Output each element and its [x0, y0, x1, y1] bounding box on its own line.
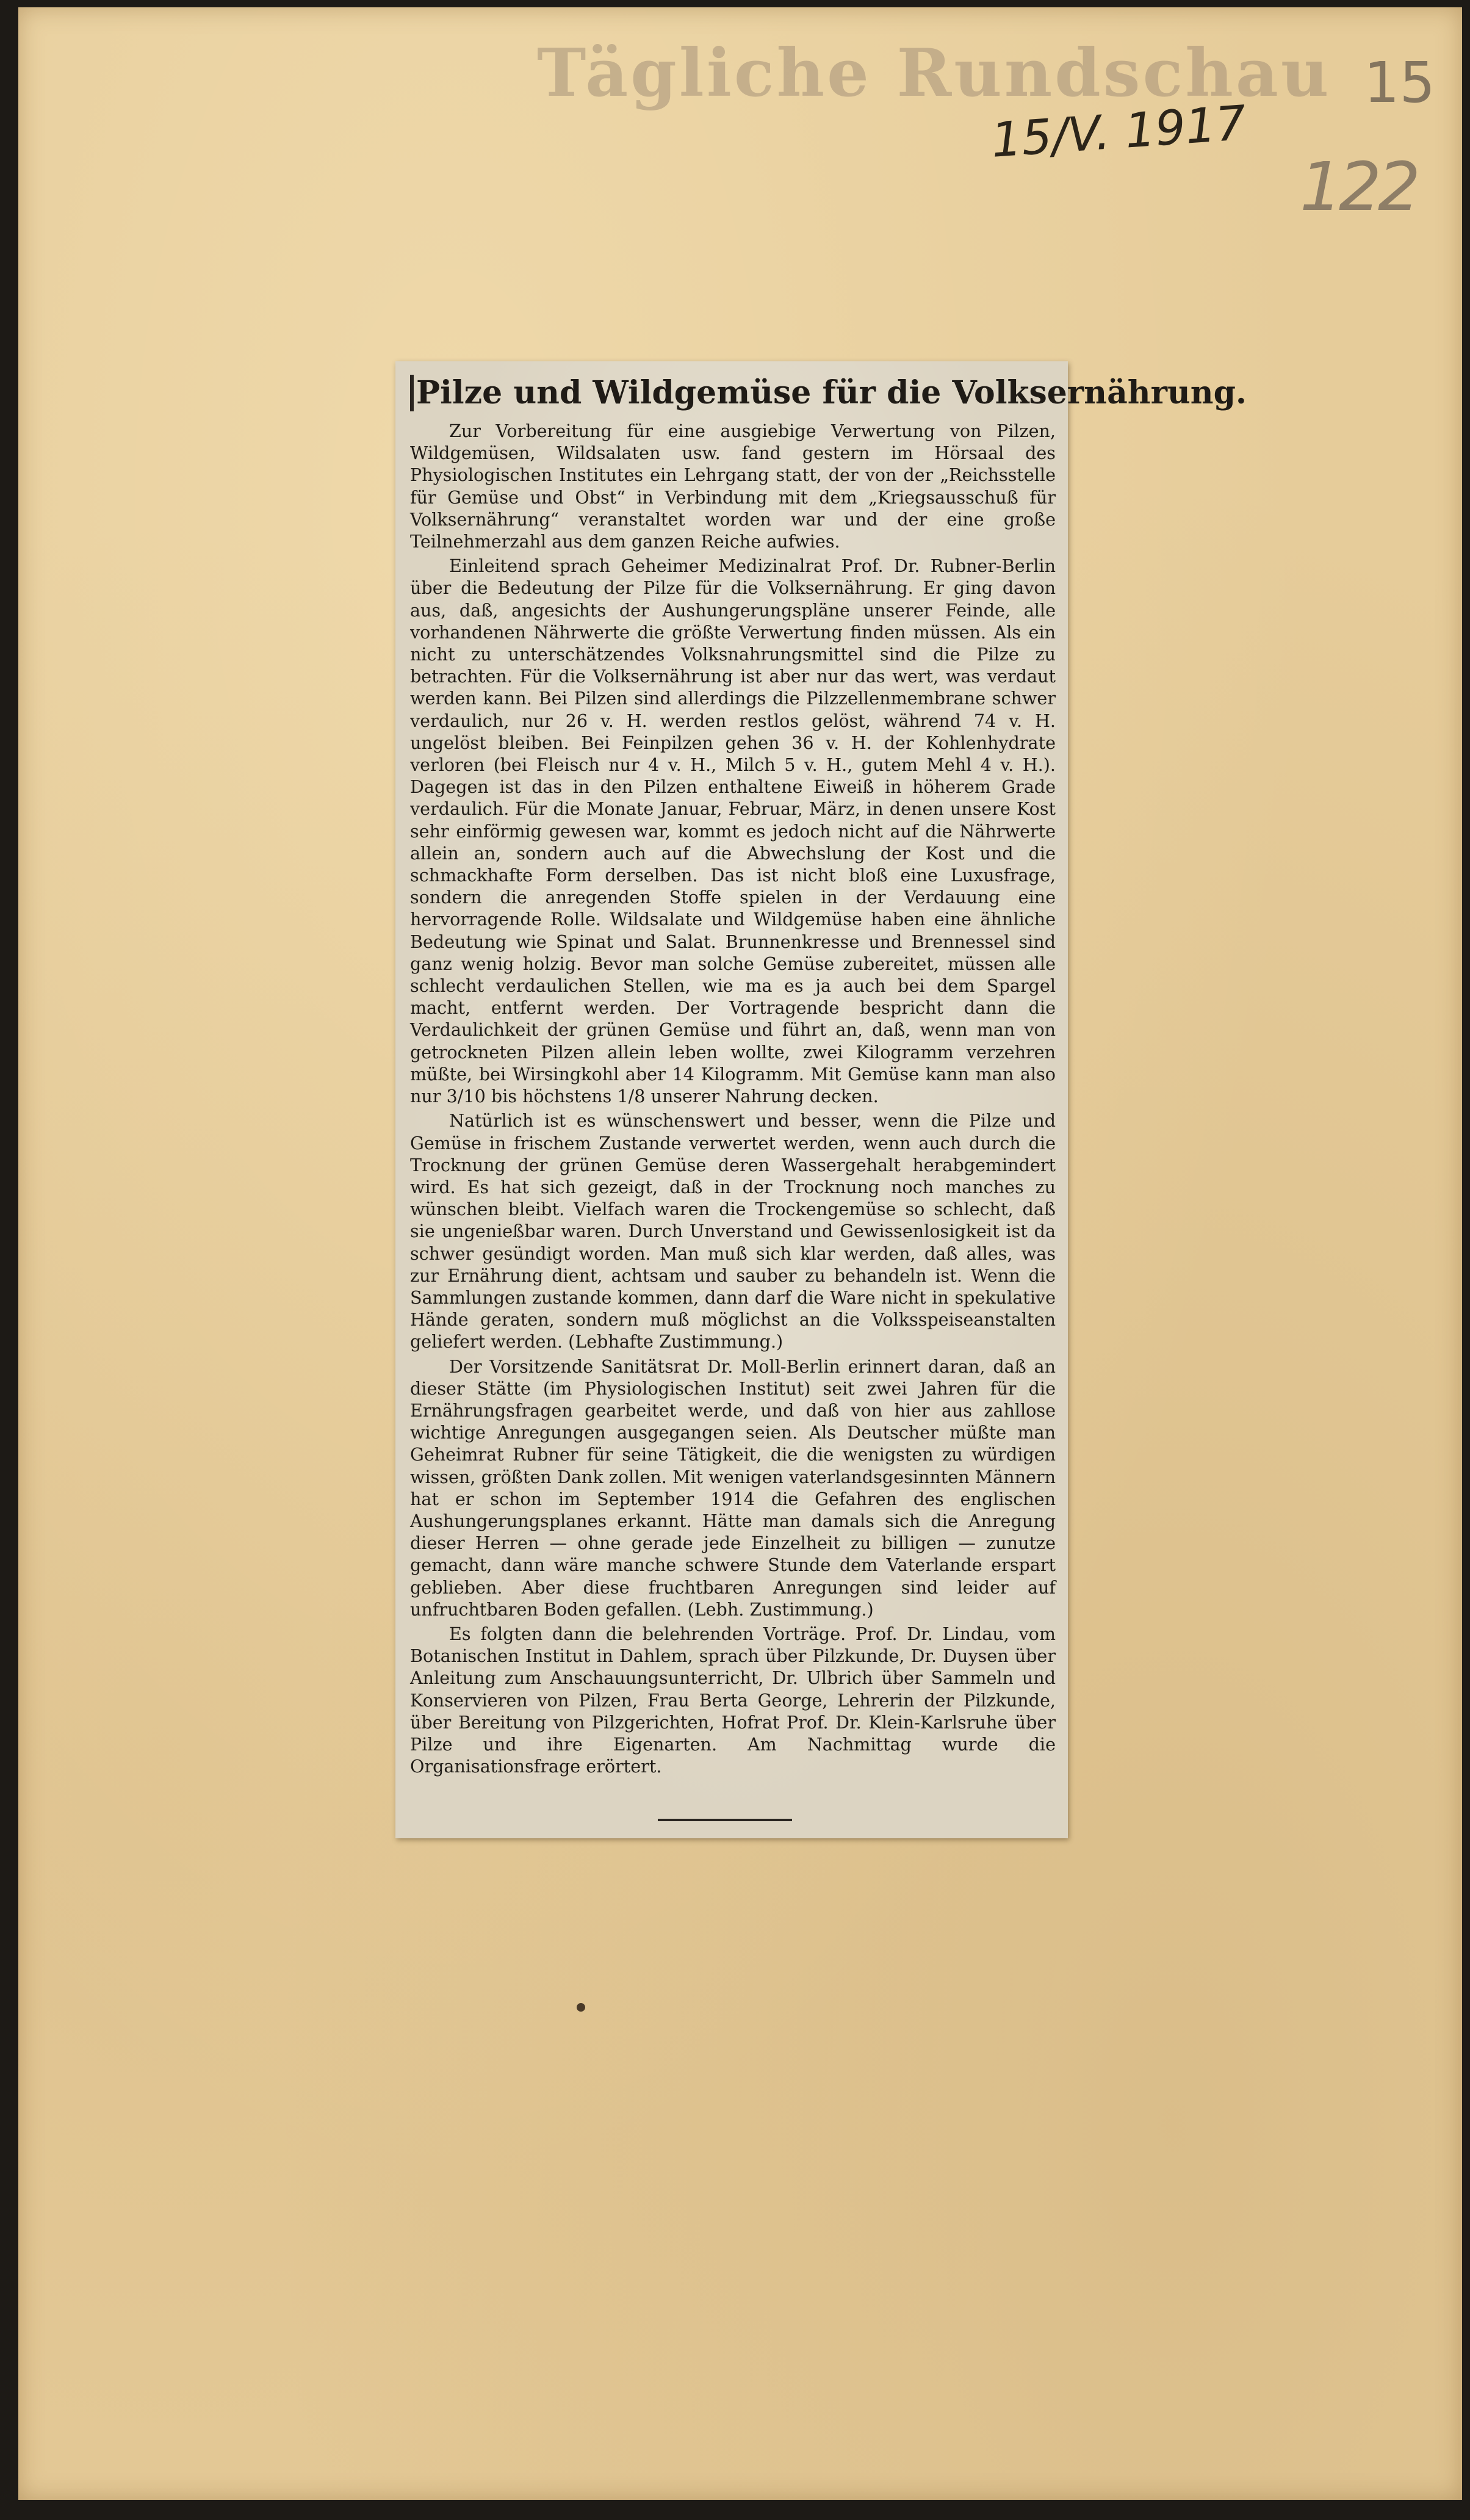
article-body	[410, 374, 1247, 1826]
article-paragraph: Es folgten dann die belehrenden Vorträge. Prof. Dr. Lindau, vom Botanischen Institut in Dahlem, sprach über Pilzkunde, Dr. Duysen über Anleitung zum Anschauungsunterricht, Dr. Ulbrich über Sammeln und Konservieren von Pilzen, Frau Berta George, Lehrerin der Pilzkunde, über Bereitung von Pilzgerichten, Hofrat Prof. Dr. Klein-Karlsruhe über Pilze und ihre Eigenarten. Am Nachmittag wurde die Organisationsfrage erörtert.	[410, 1623, 1056, 1777]
newspaper-name-stamp: Tägliche Rundschau	[537, 35, 1331, 112]
handwritten-date: 15/V. 1917	[989, 95, 1248, 168]
pencil-mark: 122	[1300, 148, 1417, 226]
article-paragraph: Zur Vorbereitung für eine ausgiebige Verwertung von Pilzen, Wildgemüsen, Wildsalaten usw. fand gestern im Hörsaal des Physiologischen Institutes ein Lehrgang statt, der von der „Reichsstelle für Gemüse und Obst“ in Verbindung mit dem „Kriegsausschuß für Volksernährung“ veranstaltet worden war und der eine große Teilnehmerzahl aus dem ganzen Reiche aufwies.	[410, 421, 1056, 552]
article-headline: Pilze und Wildgemüse für die Volksernährung.	[410, 375, 1056, 411]
end-rule	[658, 1819, 792, 1821]
article-paragraph: Natürlich ist es wünschenswert und besser, wenn die Pilze und Gemüse in frischem Zustande verwertet werden, wenn auch durch die Trocknung der grünen Gemüse deren Wassergehalt herabgemindert wird. Es hat sich gezeigt, daß in der Trocknung noch manches zu wünschen bleibt. Vielfach waren die Trockengemüse so schlecht, daß sie ungenießbar waren. Durch Unverstand und Gewissenlosigkeit ist da schwer gesündigt worden. Man muß sich klar werden, daß alles, was zur Ernährung dient, achtsam und sauber zu behandeln ist. Wenn die Sammlungen zustande kommen, dann darf die Ware nicht in spekulative Hände geraten, sondern muß möglichst an die Volksspeiseanstalten geliefert werden. (Lebhafte Zustimmung.)	[410, 1110, 1056, 1352]
newspaper-clipping	[395, 361, 1247, 1838]
pencil-number: 15	[1364, 50, 1436, 115]
article-paragraph: Einleitend sprach Geheimer Medizinalrat Prof. Dr. Rubner-Berlin über die Bedeutung der Pilze für die Volksernährung. Er ging davon aus, daß, angesichts der Aushungerungspläne unserer Feinde, alle vorhandenen Nährwerte die größte Verwertung finden müssen. Als ein nicht zu unterschätzendes Volksnahrungsmittel sind die Pilze zu betrachten. Für die Volksernährung ist aber nur das wert, was verdaut werden kann. Bei Pilzen sind allerdings die Pilzzellenmembrane schwer verdaulich, nur 26 v. H. werden restlos gelöst, während 74 v. H. ungelöst bleiben. Bei Feinpilzen gehen 36 v. H. der Kohlenhydrate verloren (bei Fleisch nur 4 v. H., Milch 5 v. H., gutem Mehl 4 v. H.). Dagegen ist das in den Pilzen enthaltene Eiweiß in höherem Grade verdaulich. Für die Monate Januar, Februar, März, in denen unsere Kost sehr einförmig gewesen war, kommt es jedoch nicht auf die Nährwerte allein an, sondern auch auf die Abwechslung der Kost und die schmackhafte Form derselben. Das ist nicht bloß eine Luxusfrage, sondern die anregenden Stoffe spielen in der Verdauung eine hervorragende Rolle. Wildsalate und Wildgemüse haben eine ähnliche Bedeutung wie Spinat und Salat. Brunnenkresse und Brennessel sind ganz wenig holzig. Bevor man solche Gemüse zubereitet, müssen alle schlecht verdaulichen Stellen, wie ma es ja auch bei dem Spargel macht, entfernt werden. Der Vortragende bespricht dann die Verdaulichkeit der grünen Gemüse und führt an, daß, wenn man von getrockneten Pilzen allein leben wollte, zwei Kilogramm verzehren müßte, bei Wirsingkohl aber 14 Kilogramm. Mit Gemüse kann man also nur 3/10 bis höchstens 1/8 unserer Nahrung decken.	[410, 555, 1056, 1107]
article-paragraph: Der Vorsitzende Sanitätsrat Dr. Moll-Berlin erinnert daran, daß an dieser Stätte (im Physiologischen Institut) seit zwei Jahren für die Ernährungsfragen gearbeitet werde, und daß von hier aus zahllose wichtige Anregungen ausgegangen seien. Als Deutscher müßte man Geheimrat Rubner für seine Tätigkeit, die die wenigsten zu würdigen wissen, größten Dank zollen. Mit wenigen vaterlandsgesinnten Männern hat er schon im September 1914 die Gefahren des englischen Aushungerungsplanes erkannt. Hätte man damals sich die Anregung dieser Herren — ohne gerade jede Einzelheit zu billigen — zunutze gemacht, dann wäre manche schwere Stunde dem Vaterlande erspart geblieben. Aber diese fruchtbaren Anregungen sind leider auf unfruchtbaren Boden gefallen. (Lebh. Zustimmung.)	[410, 1356, 1056, 1620]
paper-spot	[577, 2003, 585, 2012]
